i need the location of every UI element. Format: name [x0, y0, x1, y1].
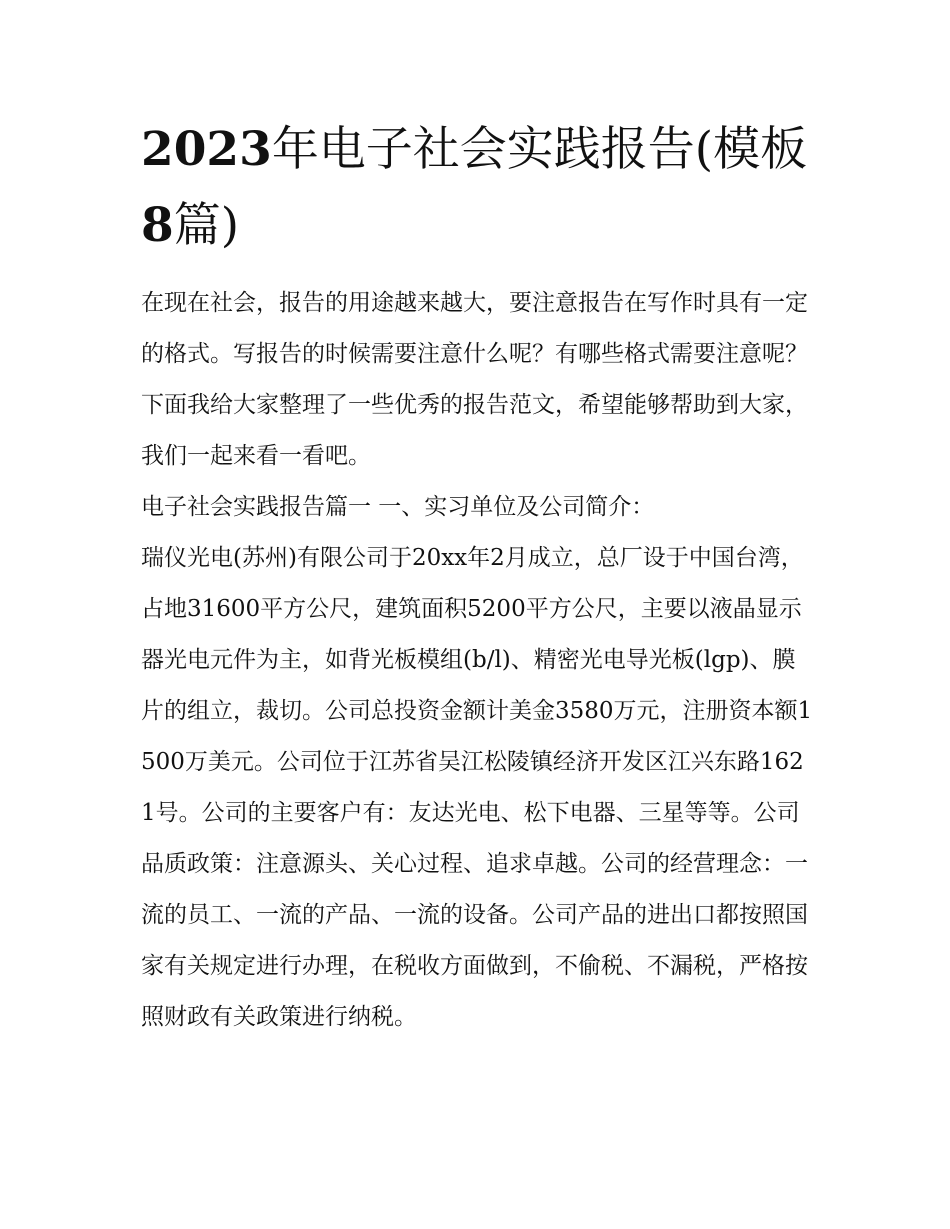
document-page — [141, 112, 813, 1043]
title-count: 8 — [141, 198, 174, 253]
title-end: 篇) — [173, 198, 240, 253]
title-year: 2023 — [141, 122, 272, 177]
title-main: 年电子社会实践报告(模板 — [271, 122, 808, 177]
document-title — [141, 112, 813, 264]
company-intro-paragraph: 瑞仪光电(苏州)有限公司于20xx年2月成立，总厂设于中国台湾，占地31600平方公尺，建筑面积5200平方公尺，主要以液晶显示器光电元件为主，如背光板模组(b/l)、精密光电导光板(lgp)、膜片的组立，裁切。公司总投资金额计美金3580万元，注册资本额1500万美元。公司位于江苏省吴江松陵镇经济开发区江兴东路1621号。公司的主要客户有：友达光电、松下电器、三星等等。公司品质政策：注意源头、关心过程、追求卓越。公司的经营理念：一流的员工、一流的产品、一流的设备。公司产品的进出口都按照国家有关规定进行办理，在税收方面做到，不偷税、不漏税，严格按照财政有关政策进行纳税。 — [141, 545, 813, 1030]
section-heading: 电子社会实践报告篇一 一、实习单位及公司简介： — [141, 494, 655, 520]
intro-paragraph: 在现在社会，报告的用途越来越大，要注意报告在写作时具有一定的格式。写报告的时候需要注意什么呢？有哪些格式需要注意呢？下面我给大家整理了一些优秀的报告范文，希望能够帮助到大家，我们一起来看一看吧。 — [141, 290, 808, 469]
document-body — [141, 278, 813, 1043]
